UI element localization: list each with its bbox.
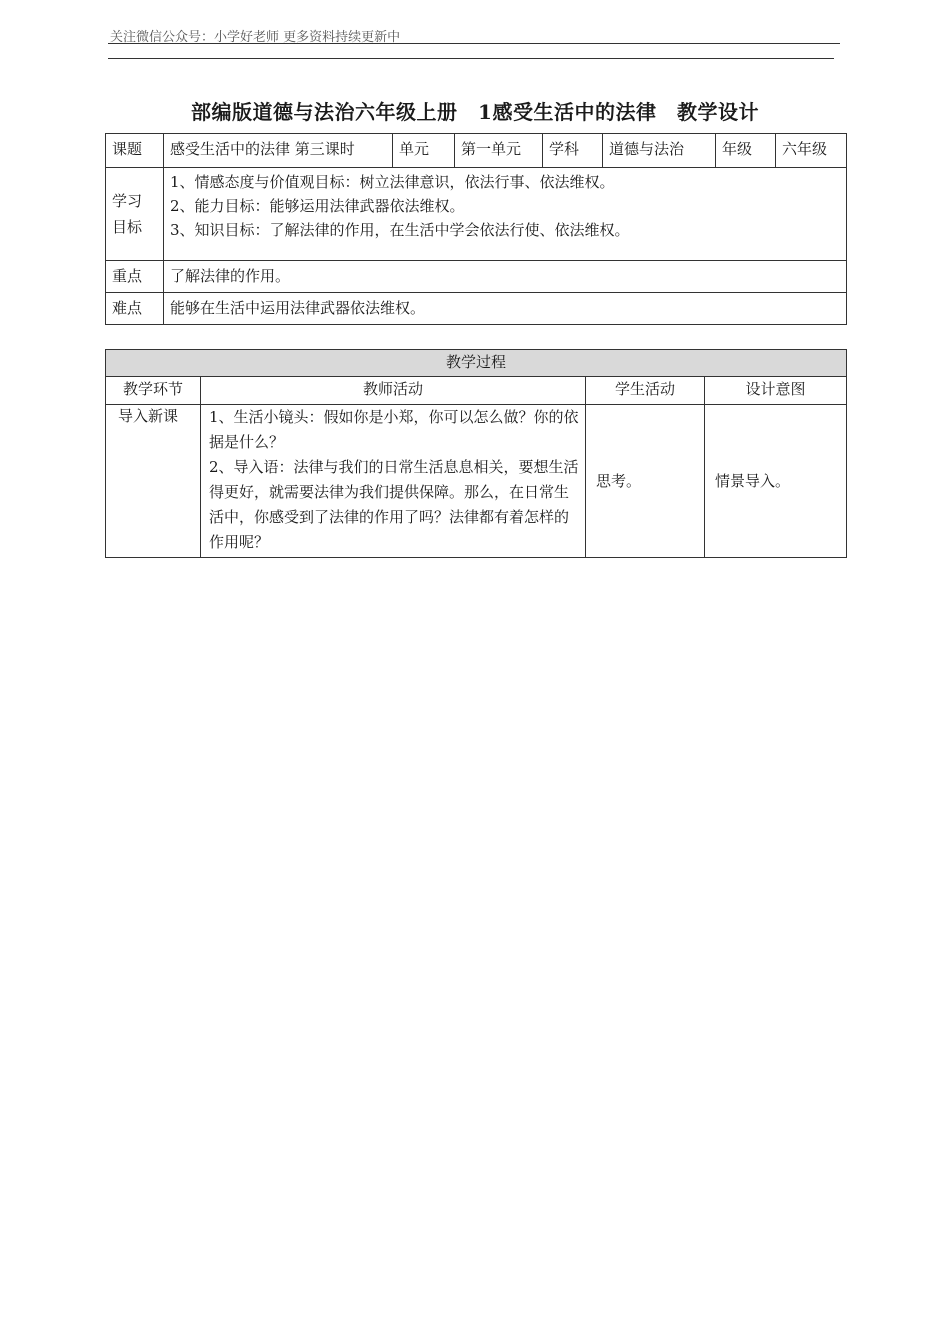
- header-note: 关注微信公众号：小学好老师 更多资料持续更新中: [110, 30, 401, 45]
- header-divider: [108, 43, 840, 44]
- goal-item: 3、知识目标：了解法律的作用，在生活中学会依法行使、依法维权。: [170, 221, 630, 239]
- teacher-activity-item: 2、导入语：法律与我们的日常生活息息相关，要想生活得更好，就需要法律为我们提供保障。那么，在日常生活中，你感受到了法律的作用了吗？法律都有着怎样的作用呢？: [209, 458, 579, 551]
- header-divider-secondary: [108, 58, 834, 59]
- key-point-label: 重点: [106, 261, 164, 293]
- key-point-value: 了解法律的作用。: [164, 261, 847, 293]
- unit-label: 单元: [393, 134, 455, 168]
- difficulty-label: 难点: [106, 293, 164, 325]
- column-header: 学生活动: [586, 377, 705, 405]
- topic-value: 感受生活中的法律 第三课时: [164, 134, 393, 168]
- table-row: [106, 405, 847, 558]
- process-table: [105, 349, 847, 558]
- process-table-title: 教学过程: [106, 350, 847, 377]
- goals-label-text: 学习目标: [112, 192, 143, 236]
- difficulty-value: 能够在生活中运用法律武器依法维权。: [164, 293, 847, 325]
- goals-list: [164, 168, 847, 261]
- goal-item: 2、能力目标：能够运用法律武器依法维权。: [170, 197, 465, 215]
- column-header: 设计意图: [705, 377, 847, 405]
- teacher-activity-cell: [201, 405, 586, 558]
- subject-label: 学科: [543, 134, 603, 168]
- design-intent-cell: 情景导入。: [705, 405, 847, 558]
- student-activity-cell: 思考。: [586, 405, 705, 558]
- grade-value: 六年级: [776, 134, 847, 168]
- info-table: [105, 133, 847, 325]
- column-header: 教学环节: [106, 377, 201, 405]
- document-title: 部编版道德与法治六年级上册 1感受生活中的法律 教学设计: [191, 100, 759, 124]
- goals-label: [106, 168, 164, 261]
- unit-value: 第一单元: [455, 134, 543, 168]
- column-header: 教师活动: [201, 377, 586, 405]
- goal-item: 1、情感态度与价值观目标：树立法律意识，依法行事、依法维权。: [170, 173, 615, 191]
- stage-cell: 导入新课: [106, 405, 201, 558]
- grade-label: 年级: [716, 134, 776, 168]
- subject-value: 道德与法治: [603, 134, 716, 168]
- teacher-activity-item: 1、生活小镜头：假如你是小郑，你可以怎么做？你的依据是什么？: [209, 408, 579, 451]
- topic-label: 课题: [106, 134, 164, 168]
